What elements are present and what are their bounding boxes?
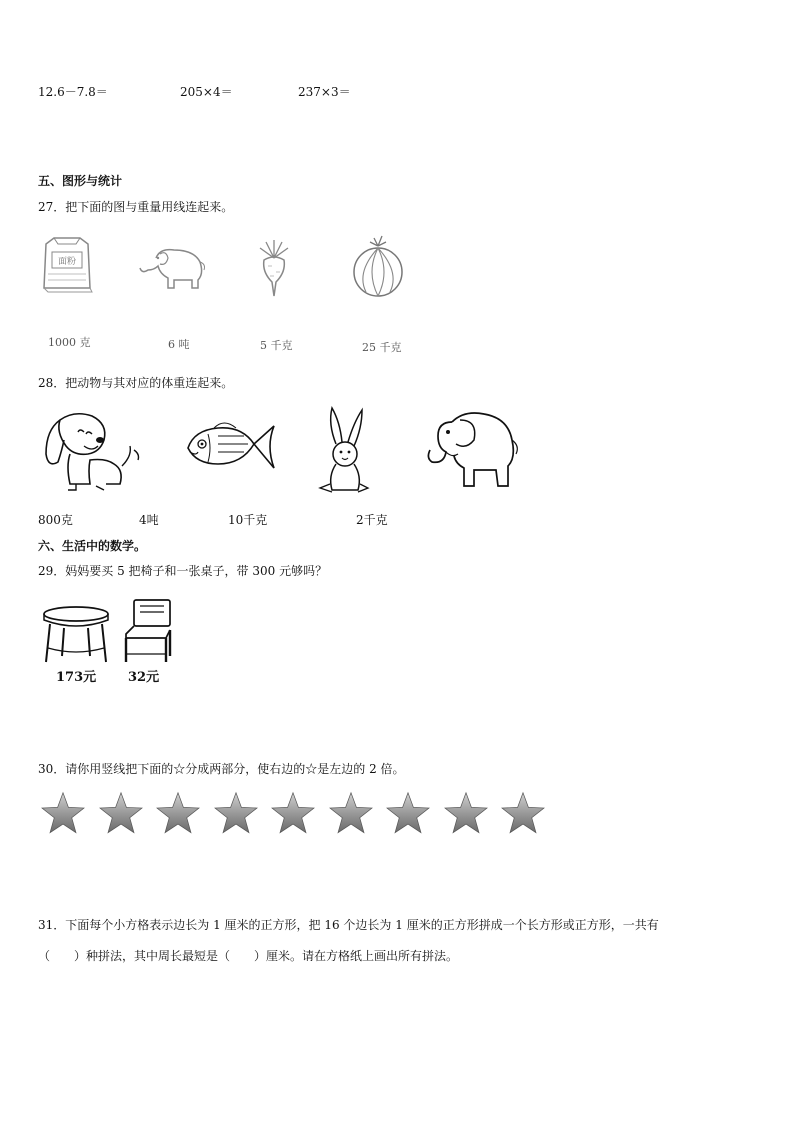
q28-weight-1: 800克 — [38, 513, 73, 527]
flour-bag-label: 面粉 — [57, 257, 77, 267]
chair-price: 32元 — [128, 670, 160, 685]
q31-line2: （ ）种拼法，其中周长最短是（ ）厘米。请在方格纸上画出所有拼法。 — [38, 949, 459, 963]
star-row — [40, 790, 550, 836]
q27-weight-3: 5 千克 — [260, 339, 293, 352]
star-icon — [213, 790, 259, 836]
q28-text: 28．把动物与其对应的体重连起来。 — [38, 376, 234, 390]
fish-icon — [184, 418, 278, 474]
star-icon — [385, 790, 431, 836]
dog-icon — [40, 410, 144, 494]
flour-bag-icon — [40, 234, 96, 294]
star-icon — [443, 790, 489, 836]
elephant-small-icon — [136, 244, 208, 292]
star-icon — [98, 790, 144, 836]
q27-weight-1: 1000 克 — [48, 336, 91, 349]
rabbit-icon — [316, 404, 376, 496]
q27-weight-2: 6 吨 — [168, 338, 190, 351]
calc-item-2: 205×4＝ — [180, 85, 233, 99]
q30-text: 30．请你用竖线把下面的☆分成两部分，使右边的☆是左边的 2 倍。 — [38, 762, 405, 776]
elephant-large-icon — [424, 406, 520, 492]
star-icon — [328, 790, 374, 836]
q27-weight-4: 25 千克 — [362, 341, 402, 354]
q28-weight-3: 10千克 — [228, 513, 268, 527]
q29-text: 29．妈妈要买 5 把椅子和一张桌子，带 300 元够吗？ — [38, 564, 328, 578]
radish-icon — [252, 238, 296, 300]
star-icon — [500, 790, 546, 836]
table-price: 173元 — [56, 670, 97, 685]
table-icon — [40, 604, 112, 666]
q27-text: 27．把下面的图与重量用线连起来。 — [38, 200, 234, 214]
q28-weight-4: 2千克 — [356, 513, 388, 527]
q28-weight-2: 4吨 — [139, 513, 159, 527]
star-icon — [270, 790, 316, 836]
section5-heading: 五、图形与统计 — [38, 174, 123, 188]
chair-icon — [122, 598, 176, 666]
watermelon-icon — [350, 236, 406, 298]
section6-heading: 六、生活中的数学。 — [38, 539, 147, 553]
calc-item-3: 237×3＝ — [298, 85, 351, 99]
star-icon — [40, 790, 86, 836]
star-icon — [155, 790, 201, 836]
calc-item-1: 12.6－7.8＝ — [38, 85, 108, 99]
q31-line1: 31．下面每个小方格表示边长为 1 厘米的正方形，把 16 个边长为 1 厘米的正方形拼成一个长方形或正方形，一共有 — [38, 918, 659, 932]
